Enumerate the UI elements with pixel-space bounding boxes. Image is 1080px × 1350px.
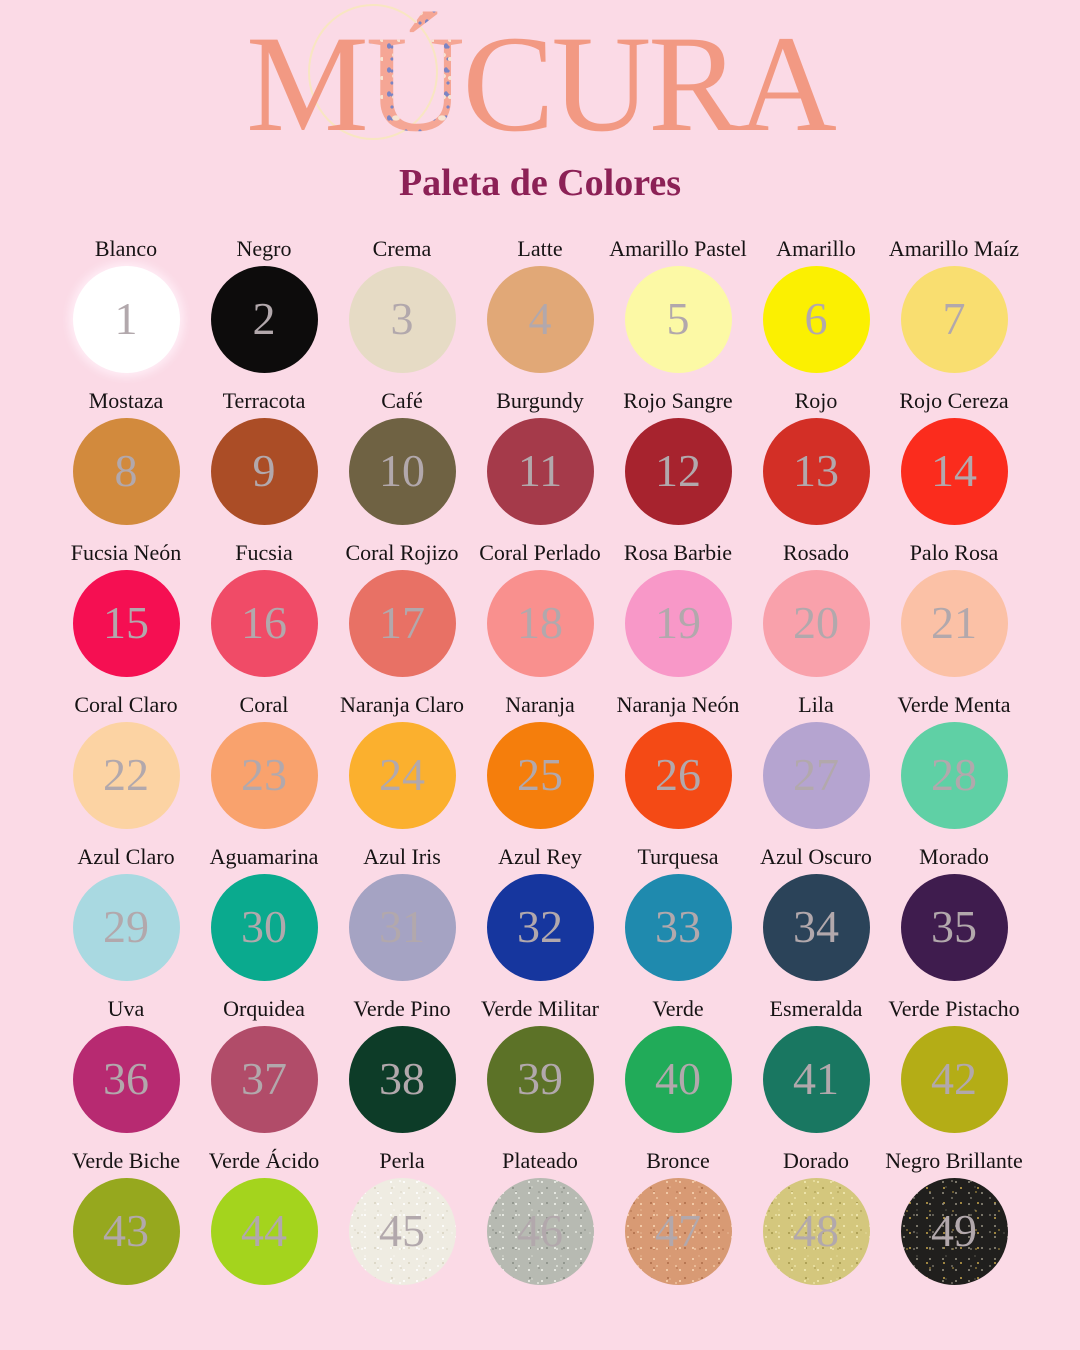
swatch-label: Rosa Barbie [623,539,733,565]
swatch [747,387,885,539]
swatch-circle [349,570,456,677]
swatch-number: 26 [655,749,701,801]
swatch-number: 17 [379,597,425,649]
swatch [471,843,609,995]
page-title: Paleta de Colores [398,161,682,204]
swatch-number: 43 [103,1205,149,1257]
swatch-label: Bronce [646,1147,710,1173]
swatch [333,1147,471,1299]
swatch-number: 48 [793,1205,839,1257]
swatch [471,387,609,539]
swatch-circle [73,418,180,525]
swatch-number: 32 [517,901,563,953]
swatch [609,539,747,691]
swatch-circle [487,570,594,677]
swatch-label: Mostaza [88,387,164,413]
swatch-circle [211,570,318,677]
swatch-circle [211,722,318,829]
swatch-label: Verde Pino [353,995,451,1021]
swatch-label: Negro Brillante [885,1147,1023,1173]
swatch-label: Perla [379,1147,425,1173]
swatch [747,843,885,995]
swatch [57,235,195,387]
logo-letter-pre: M [246,7,366,160]
swatch-number: 10 [379,445,425,497]
swatch [471,995,609,1147]
swatch-circle [349,722,456,829]
brand-logo [246,7,834,160]
swatch-label: Uva [107,995,145,1021]
swatch-label: Amarillo Maíz [888,235,1020,261]
swatch-label: Plateado [502,1147,578,1173]
swatch-circle [763,266,870,373]
swatch [57,691,195,843]
swatch [471,539,609,691]
swatch-number: 45 [379,1205,425,1257]
swatch [747,539,885,691]
swatch-label: Morado [919,843,989,869]
swatch [195,843,333,995]
swatch-number: 4 [528,293,552,345]
swatch-label: Rojo [794,387,838,413]
swatch-label: Coral Perlado [479,539,601,565]
swatch-circle [763,1026,870,1133]
header [0,0,1080,205]
swatch-label: Palo Rosa [909,539,999,565]
swatch-circle [73,1026,180,1133]
swatch-label: Coral Rojizo [345,539,459,565]
swatch-circle [763,418,870,525]
swatch [885,235,1023,387]
swatch-label: Naranja Claro [340,691,464,717]
swatch-number: 41 [793,1053,839,1105]
swatch-label: Esmeralda [769,995,863,1021]
swatch [747,235,885,387]
swatch-circle [625,1026,732,1133]
swatch [609,995,747,1147]
swatch-circle [901,266,1008,373]
swatch-label: Orquidea [223,995,305,1021]
swatch-circle [73,570,180,677]
swatch [747,995,885,1147]
swatch [195,387,333,539]
swatch-number: 30 [241,901,287,953]
swatch-circle [901,1026,1008,1133]
swatch-circle [901,570,1008,677]
swatch [333,843,471,995]
swatch-number: 21 [931,597,977,649]
swatch-number: 1 [114,293,138,345]
swatch-circle [349,1026,456,1133]
swatch-label: Fucsia [235,539,293,565]
swatch-number: 22 [103,749,149,801]
swatch-number: 19 [655,597,701,649]
swatch-number: 35 [931,901,977,953]
swatch-number: 46 [517,1205,563,1257]
swatch-circle [73,874,180,981]
swatch-label: Verde Militar [481,995,599,1021]
swatch-circle [73,266,180,373]
swatch-circle [211,266,318,373]
swatch-number: 27 [793,749,839,801]
swatch [195,539,333,691]
swatch [333,995,471,1147]
swatch-circle [73,1178,180,1285]
swatch-circle [625,722,732,829]
swatch-label: Café [381,387,423,413]
swatch [57,1147,195,1299]
swatch-circle [211,1026,318,1133]
swatch [471,235,609,387]
swatch [57,387,195,539]
swatch-circle [763,874,870,981]
swatch-circle [487,266,594,373]
swatch-label: Verde Biche [71,1147,181,1173]
swatch [609,387,747,539]
swatch-number: 7 [942,293,966,345]
swatch-number: 36 [103,1053,149,1105]
swatch [609,843,747,995]
swatch [57,539,195,691]
swatch-label: Azul Claro [77,843,175,869]
swatch-label: Aguamarina [209,843,319,869]
swatch [333,691,471,843]
swatch-circle [211,1178,318,1285]
swatch-circle [625,570,732,677]
swatch-label: Verde Pistacho [888,995,1020,1021]
swatch [195,235,333,387]
swatch-circle [625,266,732,373]
swatch-circle [73,722,180,829]
swatch-label: Rosado [783,539,849,565]
swatch-number: 40 [655,1053,701,1105]
swatch-circle [763,570,870,677]
swatch [471,691,609,843]
swatch-circle [625,1178,732,1285]
swatch-label: Rojo Cereza [899,387,1009,413]
swatch-label: Blanco [94,235,158,261]
swatch-number: 18 [517,597,563,649]
swatch-circle [901,418,1008,525]
swatch [885,387,1023,539]
swatch-label: Azul Rey [498,843,582,869]
swatch-number: 47 [655,1205,701,1257]
swatch-number: 2 [252,293,276,345]
swatch-circle [349,874,456,981]
swatch-label: Fucsia Neón [70,539,182,565]
swatch [333,539,471,691]
swatch-number: 23 [241,749,287,801]
swatch-circle [763,1178,870,1285]
swatch-number: 5 [666,293,690,345]
swatch [333,387,471,539]
swatch [471,1147,609,1299]
swatch [885,691,1023,843]
swatch-circle [625,874,732,981]
swatch-circle [763,722,870,829]
swatch-label: Turquesa [637,843,719,869]
swatch-label: Coral Claro [74,691,178,717]
swatch-number: 16 [241,597,287,649]
swatch-label: Naranja Neón [616,691,740,717]
swatch-number: 38 [379,1053,425,1105]
logo-letter-u-decorated: Ú [365,7,463,160]
swatch-label: Verde Ácido [208,1147,320,1173]
swatch-number: 37 [241,1053,287,1105]
swatch-circle [487,1026,594,1133]
swatch-grid [57,235,1023,1299]
swatch-label: Amarillo [776,235,856,261]
swatch [195,1147,333,1299]
swatch-number: 39 [517,1053,563,1105]
swatch-number: 28 [931,749,977,801]
swatch [885,539,1023,691]
logo-letters-post: CURA [462,7,834,160]
swatch-circle [901,722,1008,829]
swatch [747,691,885,843]
swatch-number: 8 [114,445,138,497]
swatch-number: 9 [252,445,276,497]
swatch-label: Burgundy [496,387,584,413]
swatch [885,995,1023,1147]
swatch [885,1147,1023,1299]
swatch-number: 6 [804,293,828,345]
swatch [333,235,471,387]
swatch-number: 13 [793,445,839,497]
swatch-number: 34 [793,901,839,953]
swatch-circle [349,418,456,525]
swatch-number: 25 [517,749,563,801]
swatch-number: 12 [655,445,701,497]
swatch-number: 44 [241,1205,287,1257]
swatch-label: Coral [239,691,289,717]
swatch-number: 15 [103,597,149,649]
swatch-circle [487,874,594,981]
swatch-number: 24 [379,749,425,801]
swatch-circle [625,418,732,525]
swatch-circle [211,874,318,981]
swatch-number: 29 [103,901,149,953]
swatch-label: Crema [372,235,432,261]
swatch-number: 31 [379,901,425,953]
swatch [885,843,1023,995]
swatch-number: 11 [517,445,563,497]
swatch-circle [211,418,318,525]
swatch [747,1147,885,1299]
swatch-label: Naranja [505,691,575,717]
swatch [57,995,195,1147]
swatch-circle [349,266,456,373]
swatch-label: Dorado [783,1147,849,1173]
swatch-label: Amarillo Pastel [609,235,747,261]
swatch-number: 20 [793,597,839,649]
swatch [609,235,747,387]
swatch-circle [349,1178,456,1285]
swatch-label: Lila [798,691,834,717]
swatch-number: 14 [931,445,977,497]
swatch-number: 42 [931,1053,977,1105]
swatch-circle [901,1178,1008,1285]
swatch-label: Verde Menta [897,691,1011,717]
swatch-circle [487,1178,594,1285]
brand-name [246,7,834,160]
swatch-number: 33 [655,901,701,953]
swatch [195,995,333,1147]
swatch-label: Latte [517,235,563,261]
swatch [609,691,747,843]
swatch-label: Azul Oscuro [760,843,872,869]
swatch-circle [487,418,594,525]
swatch-label: Terracota [222,387,306,413]
swatch [195,691,333,843]
swatch [609,1147,747,1299]
swatch-label: Rojo Sangre [623,387,733,413]
swatch-label: Negro [236,235,292,261]
swatch [57,843,195,995]
swatch-number: 3 [390,293,414,345]
swatch-label: Azul Iris [363,843,441,869]
swatch-circle [487,722,594,829]
swatch-circle [901,874,1008,981]
swatch-label: Verde [652,995,704,1021]
swatch-number: 49 [931,1205,977,1257]
